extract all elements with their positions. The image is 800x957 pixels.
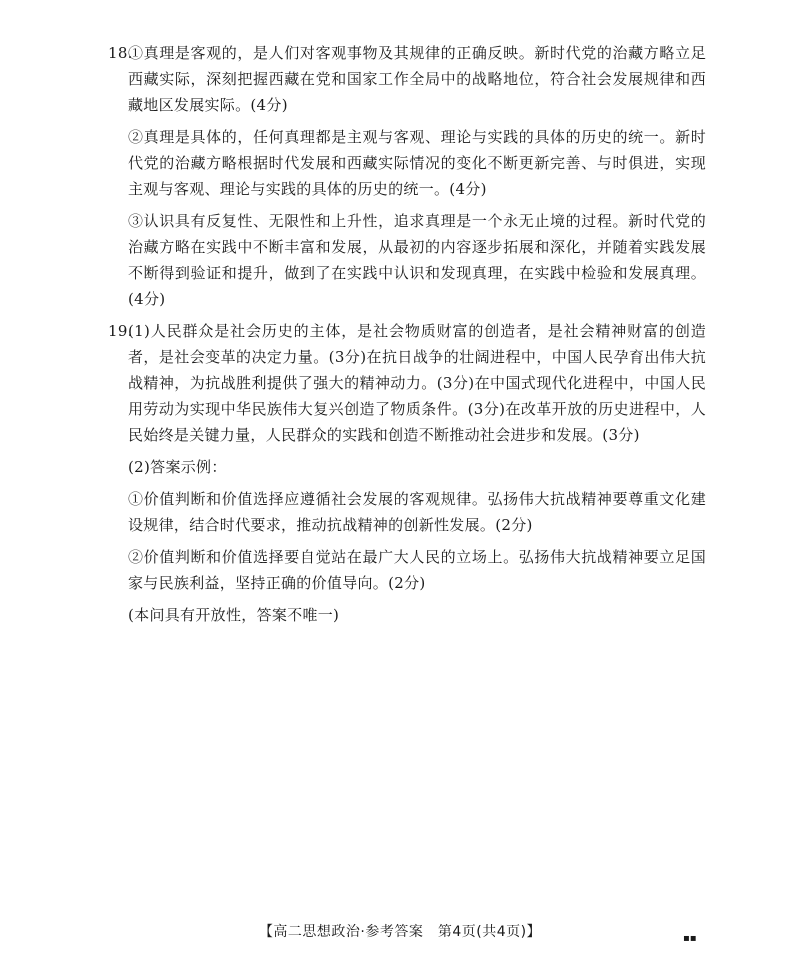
page-footer: 【高二思想政治·参考答案 第4页(共4页)】 (258, 924, 542, 940)
answer-content (96, 40, 706, 634)
question-number: 18. (108, 44, 133, 62)
answer-paragraph: ②真理是具体的，任何真理都是主观与客观、理论与实践的具体的历史的统一。新时代党的治藏方略根据时代发展和西藏实际情况的变化不断更新完善、与时俱进，实现主观与客观、理论与实践的具体的历史的统一。(4分) (128, 128, 706, 198)
answer-paragraph: ②价值判断和价值选择要自觉站在最广大人民的立场上。弘扬伟大抗战精神要立足国家与民族利益，坚持正确的价值导向。(2分) (128, 548, 706, 592)
answer-paragraph: ①价值判断和价值选择应遵循社会发展的客观规律。弘扬伟大抗战精神要尊重文化建设规律，结合时代要求，推动抗战精神的创新性发展。(2分) (128, 490, 706, 534)
question-19 (96, 318, 706, 628)
answer-paragraph: ①真理是客观的，是人们对客观事物及其规律的正确反映。新时代党的治藏方略立足西藏实际，深刻把握西藏在党和国家工作全局中的战略地位，符合社会发展规律和西藏地区发展实际。(4分) (128, 44, 706, 114)
answer-paragraph: (1)人民群众是社会历史的主体，是社会物质财富的创造者，是社会精神财富的创造者，是社会变革的决定力量。(3分)在抗日战争的壮阔进程中，中国人民孕育出伟大抗战精神，为抗战胜利提供了强大的精神动力。(3分)在中国式现代化进程中，中国人民用劳动为实现中华民族伟大复兴创造了物质条件。(3分)在改革开放的历史进程中，人民始终是关键力量，人民群众的实践和创造不断推动社会进步和发展。(3分) (128, 322, 706, 444)
answer-paragraph: (2)答案示例： (128, 458, 227, 476)
footer-mark: ▪▪ (683, 933, 697, 944)
question-18 (96, 40, 706, 312)
answer-paragraph: ③认识具有反复性、无限性和上升性，追求真理是一个永无止境的过程。新时代党的治藏方略在实践中不断丰富和发展，从最初的内容逐步拓展和深化，并随着实践发展不断得到验证和提升，做到了在实践中认识和发现真理，在实践中检验和发展真理。(4分) (128, 212, 706, 308)
question-number: 19. (108, 322, 133, 340)
answer-paragraph: (本问具有开放性，答案不唯一) (128, 606, 340, 624)
